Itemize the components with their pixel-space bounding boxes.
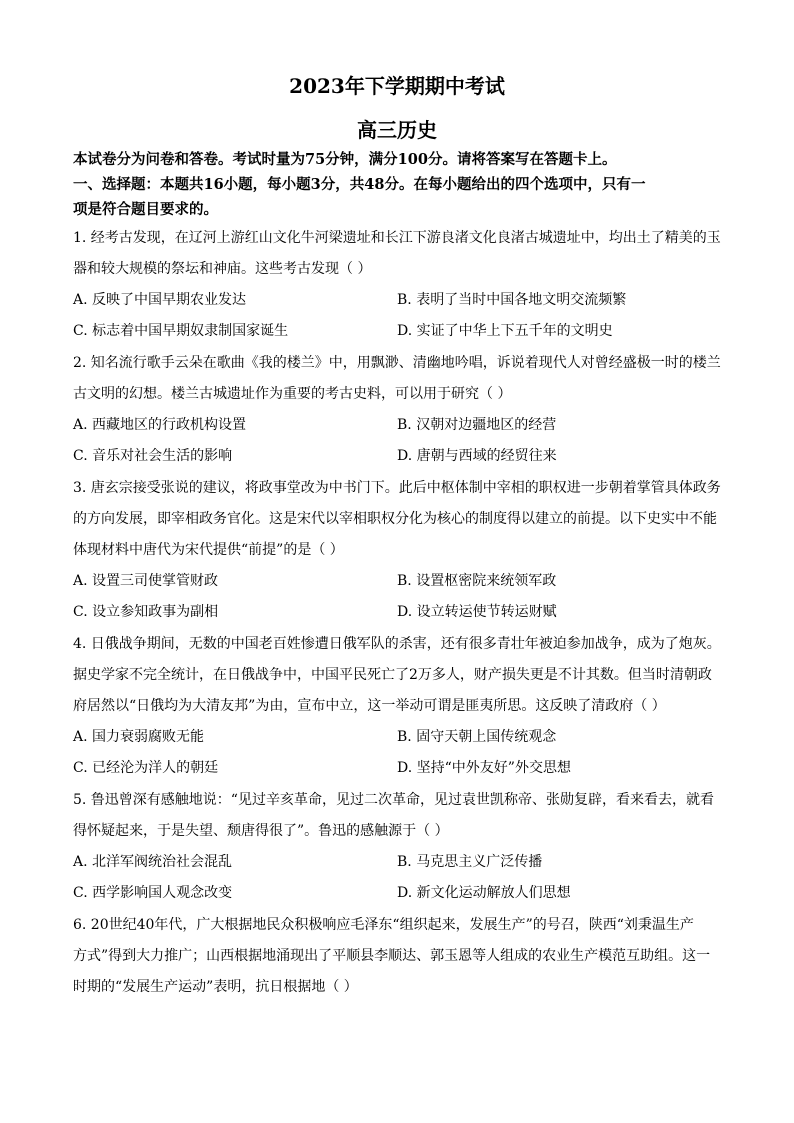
option-d: D. 坚持“中外友好”外交思想	[397, 760, 571, 776]
question-1	[73, 223, 733, 285]
option-b: B. 固守天朝上国传统观念	[397, 729, 557, 745]
option-b: B. 汉朝对边疆地区的经营	[397, 417, 557, 433]
option-a: A. 设置三司使掌管财政	[73, 573, 219, 589]
question-5	[73, 785, 733, 847]
question-text-line: 3. 唐玄宗接受张说的建议，将政事堂改为中书门下。此后中枢体制中宰相的职权进一步朝着掌管具体政务	[73, 480, 721, 496]
option-d: D. 实证了中华上下五千年的文明史	[397, 323, 613, 339]
option-c: C. 设立参知政事为副相	[73, 604, 219, 620]
question-4	[73, 629, 733, 722]
option-b: B. 表明了当时中国各地文明交流频繁	[397, 292, 627, 308]
question-text-line: 6. 20世纪40年代，广大根据地民众积极响应毛泽东“组织起来，发展生产”的号召，陕西“刘秉温生产	[73, 917, 694, 933]
option-d: D. 唐朝与西域的经贸往来	[397, 448, 557, 464]
option-b: B. 马克思主义广泛传播	[397, 854, 543, 870]
question-text-line: 4. 日俄战争期间，无数的中国老百姓惨遭日俄军队的杀害，还有很多青壮年被迫参加战争，成为了炮灰。	[73, 636, 721, 652]
exam-title: 2023年下学期期中考试	[289, 74, 505, 98]
option-a: A. 反映了中国早期农业发达	[73, 292, 247, 308]
question-text-line: 得怀疑起来，于是失望、颓唐得很了”。鲁迅的感触源于（ ）	[73, 823, 449, 839]
option-d: D. 新文化运动解放人们思想	[397, 885, 571, 901]
question-text-line: 据史学家不完全统计，在日俄战争中，中国平民死亡了2万多人，财产损失更是不计其数。但当时清朝政	[73, 667, 712, 683]
question-text-line: 器和较大规模的祭坛和神庙。这些考古发现（ ）	[73, 261, 372, 277]
option-c: C. 已经沦为洋人的朝廷	[73, 760, 219, 776]
option-c: C. 音乐对社会生活的影响	[73, 448, 233, 464]
question-3	[73, 473, 733, 566]
question-text-line: 时期的“发展生产运动”表明，抗日根据地（ ）	[73, 979, 358, 995]
question-text-line: 1. 经考古发现，在辽河上游红山文化牛河梁遗址和长江下游良渚文化良渚古城遗址中，均出土了精美的玉	[73, 230, 721, 246]
section-heading-line2: 项是符合题目要求的。	[73, 201, 218, 218]
option-b: B. 设置枢密院来统领军政	[397, 573, 557, 589]
section-heading-line1: 一、选择题：本题共16小题，每小题3分，共48分。在每小题给出的四个选项中，只有一	[73, 176, 646, 193]
question-2	[73, 348, 733, 410]
question-text-line: 方式”得到大力推广；山西根据地涌现出了平顺县李顺达、郭玉恩等人组成的农业生产模范互助组。这一	[73, 948, 711, 964]
question-text-line: 的方向发展，即宰相政务官化。这是宋代以宰相职权分化为核心的制度得以建立的前提。以下史实中不能	[73, 511, 717, 527]
question-text-line: 体现材料中唐代为宋代提供“前提”的是（ ）	[73, 542, 344, 558]
question-text-line: 府居然以“日俄均为大清友邦”为由，宣布中立，这一举动可谓是匪夷所思。这反映了清政府（ ）	[73, 698, 666, 714]
option-d: D. 设立转运使节转运财赋	[397, 604, 557, 620]
option-c: C. 标志着中国早期奴隶制国家诞生	[73, 323, 289, 339]
question-text-line: 2. 知名流行歌手云朵在歌曲《我的楼兰》中，用飘渺、清幽地吟唱，诉说着现代人对曾经盛极一时的楼兰	[73, 355, 721, 371]
option-c: C. 西学影响国人观念改变	[73, 885, 233, 901]
question-6	[73, 910, 733, 1003]
option-a: A. 北洋军阀统治社会混乱	[73, 854, 233, 870]
exam-instructions: 本试卷分为问卷和答卷。考试时量为75分钟，满分100分。请将答案写在答题卡上。	[73, 151, 617, 168]
option-a: A. 国力衰弱腐败无能	[73, 729, 205, 745]
exam-subject: 高三历史	[357, 118, 437, 142]
question-text-line: 5. 鲁迅曾深有感触地说：“见过辛亥革命，见过二次革命，见过袁世凯称帝、张勋复辟，看来看去，就看	[73, 792, 714, 808]
option-a: A. 西藏地区的行政机构设置	[73, 417, 247, 433]
question-text-line: 古文明的幻想。楼兰古城遗址作为重要的考古史料，可以用于研究（ ）	[73, 386, 512, 402]
